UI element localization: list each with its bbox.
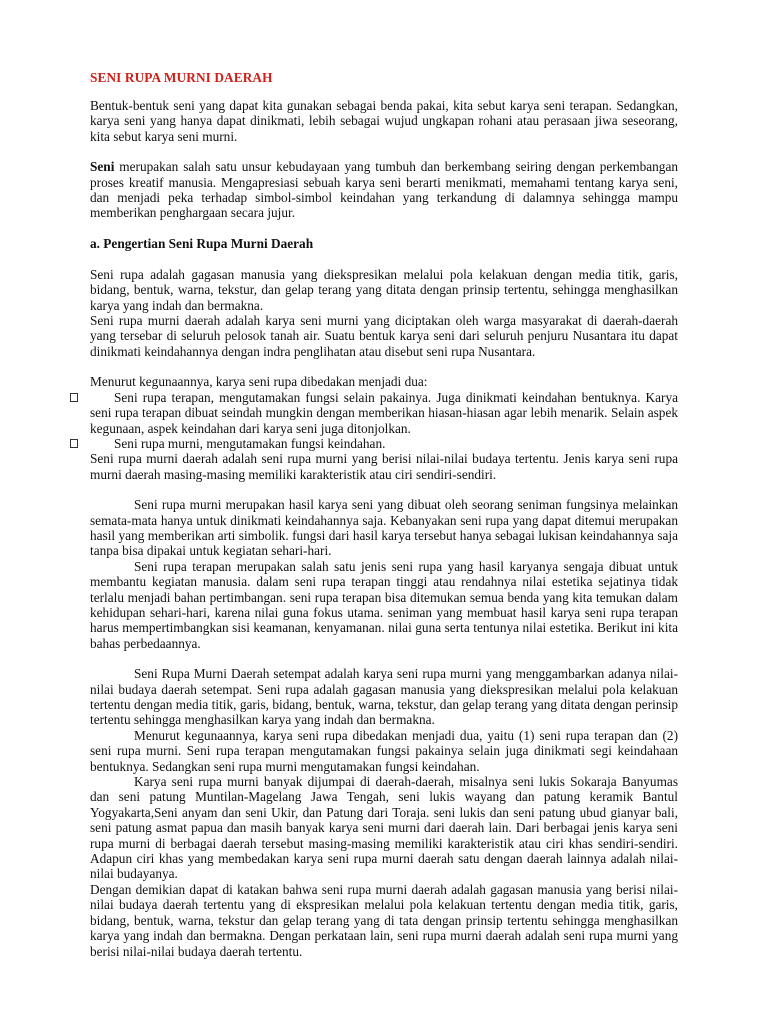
paragraph-setempat: Seni Rupa Murni Daerah setempat adalah karya seni rupa murni yang menggambarkan adanya nilai-nilai budaya daerah setempat. Seni rupa adalah gagasan manusia yang diekspresikan melalui pola kelakuan tertentu dengan media titik, garis, bidang, bentuk, warna, tekstur, dan gelap terang yang ditata dengan perinsip tertentu sehingga menghasilkan karya yang indah dan bermakna. — [90, 666, 678, 728]
section-a-heading: a. Pengertian Seni Rupa Murni Daerah — [90, 235, 314, 251]
intro-paragraph-2-text: merupakan salah satu unsur kebudayaan yang tumbuh dan berkembang seiring dengan perkembangan proses kreatif manusia. Mengapresiasi sebuah karya seni berarti menikmati, memahami tentang karya seni, dan menjadi peka terhadap simbol-simbol keindahan yang terkandung di dalamnya sehingga mampu memberikan penghargaan secara jujur. — [90, 159, 678, 221]
intro-paragraph-2 — [90, 159, 678, 221]
paragraph-contoh-daerah: Karya seni rupa murni banyak dijumpai di daerah-daerah, misalnya seni lukis Sokaraja Banyumas dan seni patung Muntilan-Magelang Jawa Tengah, seni lukis wayang dan patung keramik Bantul Yogyakarta,Seni anyam dan seni Ukir, dan Patung dari Toraja. seni lukis dan seni patung ubud gianyar bali, seni patung asmat papua dan masih banyak karya seni murni dari daerah lain. Dari berbagai jenis karya seni rupa murni di berbagai daerah tersebut masing-masing memiliki karakteristik atau ciri khas sendiri-sendiri. Adapun ciri khas yang membedakan karya seni rupa murni daerah satu dengan daerah lainnya adalah nilai-nilai budayanya. — [90, 774, 678, 882]
list-item — [90, 390, 678, 436]
bullet-text-terapan: Seni rupa terapan, mengutamakan fungsi selain pakainya. Juga dinikmati keindahan bentuknya. Karya seni rupa terapan dibuat seindah mungkin dengan memberikan hiasan-hiasan agar lebih menarik. Selain aspek kegunaan, aspek keindahan dari karya seni juga ditonjolkan. — [90, 389, 678, 436]
intro-paragraph-1: Bentuk-bentuk seni yang dapat kita gunakan sebagai benda pakai, kita sebut karya seni terapan. Sedangkan, karya seni yang hanya dapat dinikmati, lebih sebagai wujud ungkapan rohani atau perasaan jiwa seseorang, kita sebut karya seni murni. — [90, 98, 678, 144]
section-a-paragraph-1: Seni rupa adalah gagasan manusia yang diekspresikan melalui pola kelakuan dengan media titik, garis, bidang, bentuk, warna, tekstur, dan gelap terang yang ditata dengan prinsip tertentu, sehingga menghasilkan karya yang indah dan bermakna. — [90, 266, 678, 313]
section-a-paragraph-2: Seni rupa murni daerah adalah karya seni murni yang diciptakan oleh warga masyarakat di daerah-daerah yang tersebar di seluruh pelosok tanah air. Suatu bentuk karya seni dari seluruh penjuru Nusantara itu dapat dinikmati keindahannya dengan indra penglihatan atau disebut seni rupa Nusantara. — [90, 313, 678, 359]
kegunaan-intro: Menurut kegunaannya, karya seni rupa dibedakan menjadi dua: — [90, 374, 428, 390]
after-bullets-paragraph: Seni rupa murni daerah adalah seni rupa murni yang berisi nilai-nilai budaya tertentu. Jenis karya seni rupa murni daerah masing-masing memiliki karakteristik atau ciri sendiri-sendiri. — [90, 451, 678, 482]
list-item — [90, 436, 678, 451]
bullet-box-icon — [70, 439, 78, 448]
bullet-text-murni: Seni rupa murni, mengutamakan fungsi keindahan. — [114, 435, 386, 451]
page-title: SENI RUPA MURNI DAERAH — [90, 70, 273, 85]
paragraph-terapan: Seni rupa terapan merupakan salah satu jenis seni rupa yang hasil karyanya sengaja dibuat untuk membantu kegiatan manusia. dalam seni rupa terapan tinggi atau rendahnya nilai estetika sejatinya tidak terlalu menjadi bahan pertimbangan. seni rupa terapan bisa ditemukan semua benda yang kita temukan dalam kehidupan sehari-hari, karena nilai guna fokus utama. seniman yang membuat hasil karya seni rupa terapan harus mempertimbangkan sisi keamanan, kenyamanan. nilai guna serta tentunya nilai estetika. Berikut ini kita bahas perbedaannya. — [90, 558, 678, 651]
paragraph-kegunaan: Menurut kegunaannya, karya seni rupa dibedakan menjadi dua, yaitu (1) seni rupa terapan dan (2) seni rupa murni. Seni rupa terapan mengutamakan fungsi pakainya selain juga dinikmati segi keindahaan bentuknya. Sedangkan seni rupa murni mengutamakan fungsi keindahan. — [90, 727, 678, 774]
seni-bold-word: Seni — [90, 159, 115, 175]
paragraph-murni-hasil: Seni rupa murni merupakan hasil karya seni yang dibuat oleh seorang seniman fungsinya melainkan semata-mata hanya untuk dinikmati keindahannya saja. Kebanyakan seni rupa yang dapat ditemui merupakan hasil yang memberikan arti simbolik. fungsi dari hasil karya tersebut hanya sebagai lukisan keindahannya saja tanpa bisa dipakai untuk kegiatan sehari-hari. — [90, 497, 678, 559]
bullet-box-icon — [70, 393, 78, 402]
paragraph-kesimpulan: Dengan demikian dapat di katakan bahwa seni rupa murni daerah adalah gagasan manusia yang berisi nilai-nilai budaya daerah tertentu yang di ekspresikan melalui pola kelakuan tertentu dengan media titik, garis, bidang, bentuk, warna, tekstur dan gelap terang yang di tata dengan prinsip tertentu sehingga menghasilkan karya yang indah dan bermakna. Dengan perkataan lain, seni rupa murni daerah adalah seni rupa murni yang berisi nilai-nilai budaya daerah tertentu. — [90, 881, 678, 959]
